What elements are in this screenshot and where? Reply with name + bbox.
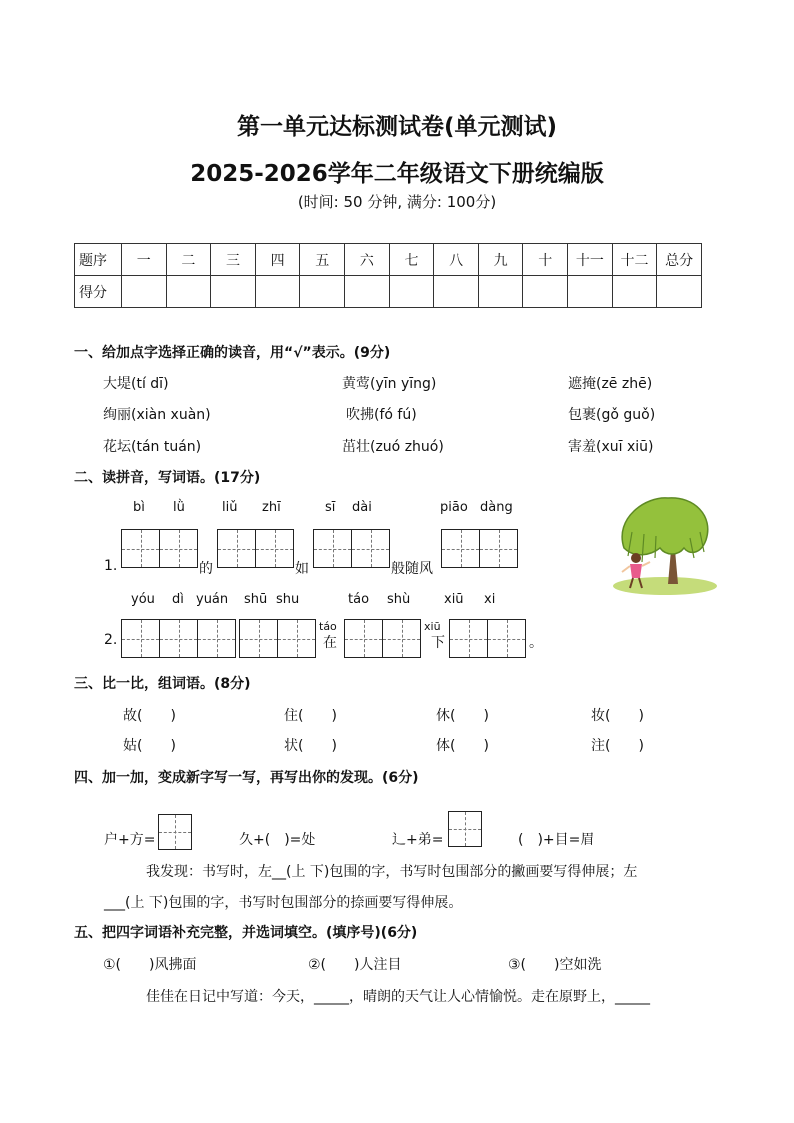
- q2-title: 二、读拼音，写词语。(17分): [74, 470, 261, 486]
- q3-item[interactable]: 状( ): [284, 738, 337, 754]
- score-header-cell: 总分: [657, 244, 702, 276]
- pinyin-label: sī: [325, 500, 336, 515]
- score-cell[interactable]: [478, 276, 523, 308]
- exam-meta: (时间: 50 分钟, 满分: 100分): [297, 193, 497, 211]
- joining-text: 般随风: [391, 561, 433, 577]
- pinyin-label: shù: [387, 592, 411, 607]
- q4-equation[interactable]: ( )+目=眉: [518, 832, 595, 848]
- pinyin-label: xiū: [444, 592, 464, 607]
- score-cell[interactable]: [255, 276, 300, 308]
- willow-tree-illustration: [608, 492, 718, 597]
- pinyin-label: shū: [244, 592, 268, 607]
- q3-title: 三、比一比，组词语。(8分): [74, 676, 251, 692]
- score-table-header-row: [75, 244, 702, 276]
- writing-grid-xiuxi[interactable]: [449, 619, 526, 658]
- q4-equation: 辶+弟=: [392, 832, 444, 848]
- score-cell[interactable]: [389, 276, 434, 308]
- pinyin-label: yuán: [196, 592, 229, 607]
- q3-item[interactable]: 妆( ): [591, 708, 644, 724]
- q1-item[interactable]: 吹拂(fó fú): [346, 407, 417, 423]
- pinyin-label: lǜ: [173, 500, 185, 515]
- q4-title: 四、加一加，变成新字写一写，再写出你的发现。(6分): [74, 770, 419, 786]
- score-header-cell: 三: [211, 244, 256, 276]
- pinyin-label: bì: [133, 500, 145, 515]
- writing-grid-shushu[interactable]: [239, 619, 316, 658]
- score-cell[interactable]: [657, 276, 702, 308]
- q3-item[interactable]: 住( ): [284, 708, 337, 724]
- pinyin-label: dì: [172, 592, 184, 607]
- q3-item[interactable]: 体( ): [436, 738, 489, 754]
- score-header-cell: 题序: [75, 244, 122, 276]
- score-header-cell: 四: [255, 244, 300, 276]
- q3-item[interactable]: 注( ): [591, 738, 644, 754]
- joining-text: 下: [431, 635, 445, 651]
- q3-item[interactable]: 故( ): [123, 708, 176, 724]
- score-header-cell: 七: [389, 244, 434, 276]
- q3-item[interactable]: 姑( ): [123, 738, 176, 754]
- score-header-cell: 十二: [612, 244, 657, 276]
- score-header-cell: 五: [300, 244, 345, 276]
- pinyin-label: liǔ: [222, 500, 238, 515]
- writing-grid-sidai[interactable]: [313, 529, 390, 568]
- score-header-cell: 十一: [568, 244, 613, 276]
- score-header-cell: 十: [523, 244, 568, 276]
- q5-title: 五、把四字词语补充完整，并选词填空。(填序号)(6分): [74, 925, 418, 941]
- writing-grid-liuzhi[interactable]: [217, 529, 294, 568]
- q4-equation[interactable]: 久+( )=处: [239, 832, 316, 848]
- score-cell[interactable]: [166, 276, 211, 308]
- score-header-cell: 九: [478, 244, 523, 276]
- q4-equation: 户+方=: [104, 832, 156, 848]
- pinyin-label: dàng: [480, 500, 513, 515]
- q5-item[interactable]: ②( )人注目: [308, 957, 402, 973]
- score-cell[interactable]: [345, 276, 390, 308]
- writing-grid-bilv[interactable]: [121, 529, 198, 568]
- q1-title: 一、给加点字选择正确的读音，用“√”表示。(9分): [74, 345, 391, 361]
- score-cell[interactable]: [211, 276, 256, 308]
- q5-passage: 佳佳在日记中写道：今天，_____，晴朗的天气让人心情愉悦。走在原野上，_____: [146, 989, 650, 1005]
- pinyin-label: piāo: [440, 500, 468, 515]
- score-table-score-row: [75, 276, 702, 308]
- q1-item[interactable]: 花坛(tán tuán): [103, 439, 202, 455]
- q1-item[interactable]: 绚丽(xiàn xuàn): [103, 407, 211, 423]
- q5-item[interactable]: ③( )空如洗: [508, 957, 602, 973]
- score-header-cell: 二: [166, 244, 211, 276]
- small-pinyin: xiū: [424, 620, 441, 633]
- score-cell[interactable]: [523, 276, 568, 308]
- joining-text: 的: [199, 561, 213, 577]
- writing-grid-piaodang[interactable]: [441, 529, 518, 568]
- score-cell[interactable]: [122, 276, 167, 308]
- pinyin-label: shu: [276, 592, 300, 607]
- q1-item[interactable]: 遮掩(zē zhē): [568, 376, 653, 392]
- joining-text: 在: [323, 635, 337, 651]
- answer-grid[interactable]: [448, 811, 482, 847]
- answer-grid[interactable]: [158, 814, 192, 850]
- score-header-cell: 八: [434, 244, 479, 276]
- q1-item[interactable]: 茁壮(zuó zhuó): [342, 439, 444, 455]
- joining-text: 如: [295, 561, 309, 577]
- writing-grid-youdiyuan[interactable]: [121, 619, 236, 658]
- q3-item[interactable]: 休( ): [436, 708, 489, 724]
- pinyin-label: zhī: [262, 500, 281, 515]
- q5-item[interactable]: ①( )风拂面: [103, 957, 197, 973]
- q1-item[interactable]: 包裹(gǒ guǒ): [568, 407, 656, 423]
- score-cell[interactable]: [612, 276, 657, 308]
- q4-finding-line2: ___(上 下)包围的字，书写时包围部分的捺画要写得伸展。: [104, 895, 463, 911]
- score-table: [74, 243, 702, 308]
- q2-row2-number: 2.: [104, 632, 118, 648]
- pinyin-label: táo: [348, 592, 370, 607]
- pinyin-label: yóu: [131, 592, 155, 607]
- q2-row1-number: 1.: [104, 558, 118, 574]
- exam-subtitle: 2025-2026学年二年级语文下册统编版: [190, 161, 604, 187]
- score-cell[interactable]: [568, 276, 613, 308]
- score-cell[interactable]: [434, 276, 479, 308]
- q1-item[interactable]: 黄莺(yīn yīng): [342, 376, 437, 392]
- exam-title: 第一单元达标测试卷(单元测试): [236, 114, 558, 140]
- q1-item[interactable]: 害羞(xuī xiū): [568, 439, 654, 455]
- pinyin-label: dài: [352, 500, 372, 515]
- score-cell[interactable]: [300, 276, 345, 308]
- writing-grid-taoshu[interactable]: [344, 619, 421, 658]
- pinyin-label: xi: [484, 592, 496, 607]
- q1-item[interactable]: 大堤(tí dī): [103, 376, 169, 392]
- score-row-label: 得分: [75, 276, 122, 308]
- joining-text: 。: [529, 635, 543, 651]
- score-header-cell: 六: [345, 244, 390, 276]
- small-pinyin: táo: [319, 620, 337, 633]
- q4-finding-line1: 我发现：书写时，左__(上 下)包围的字，书写时包围部分的撇画要写得伸展；左: [146, 864, 638, 880]
- score-header-cell: 一: [122, 244, 167, 276]
